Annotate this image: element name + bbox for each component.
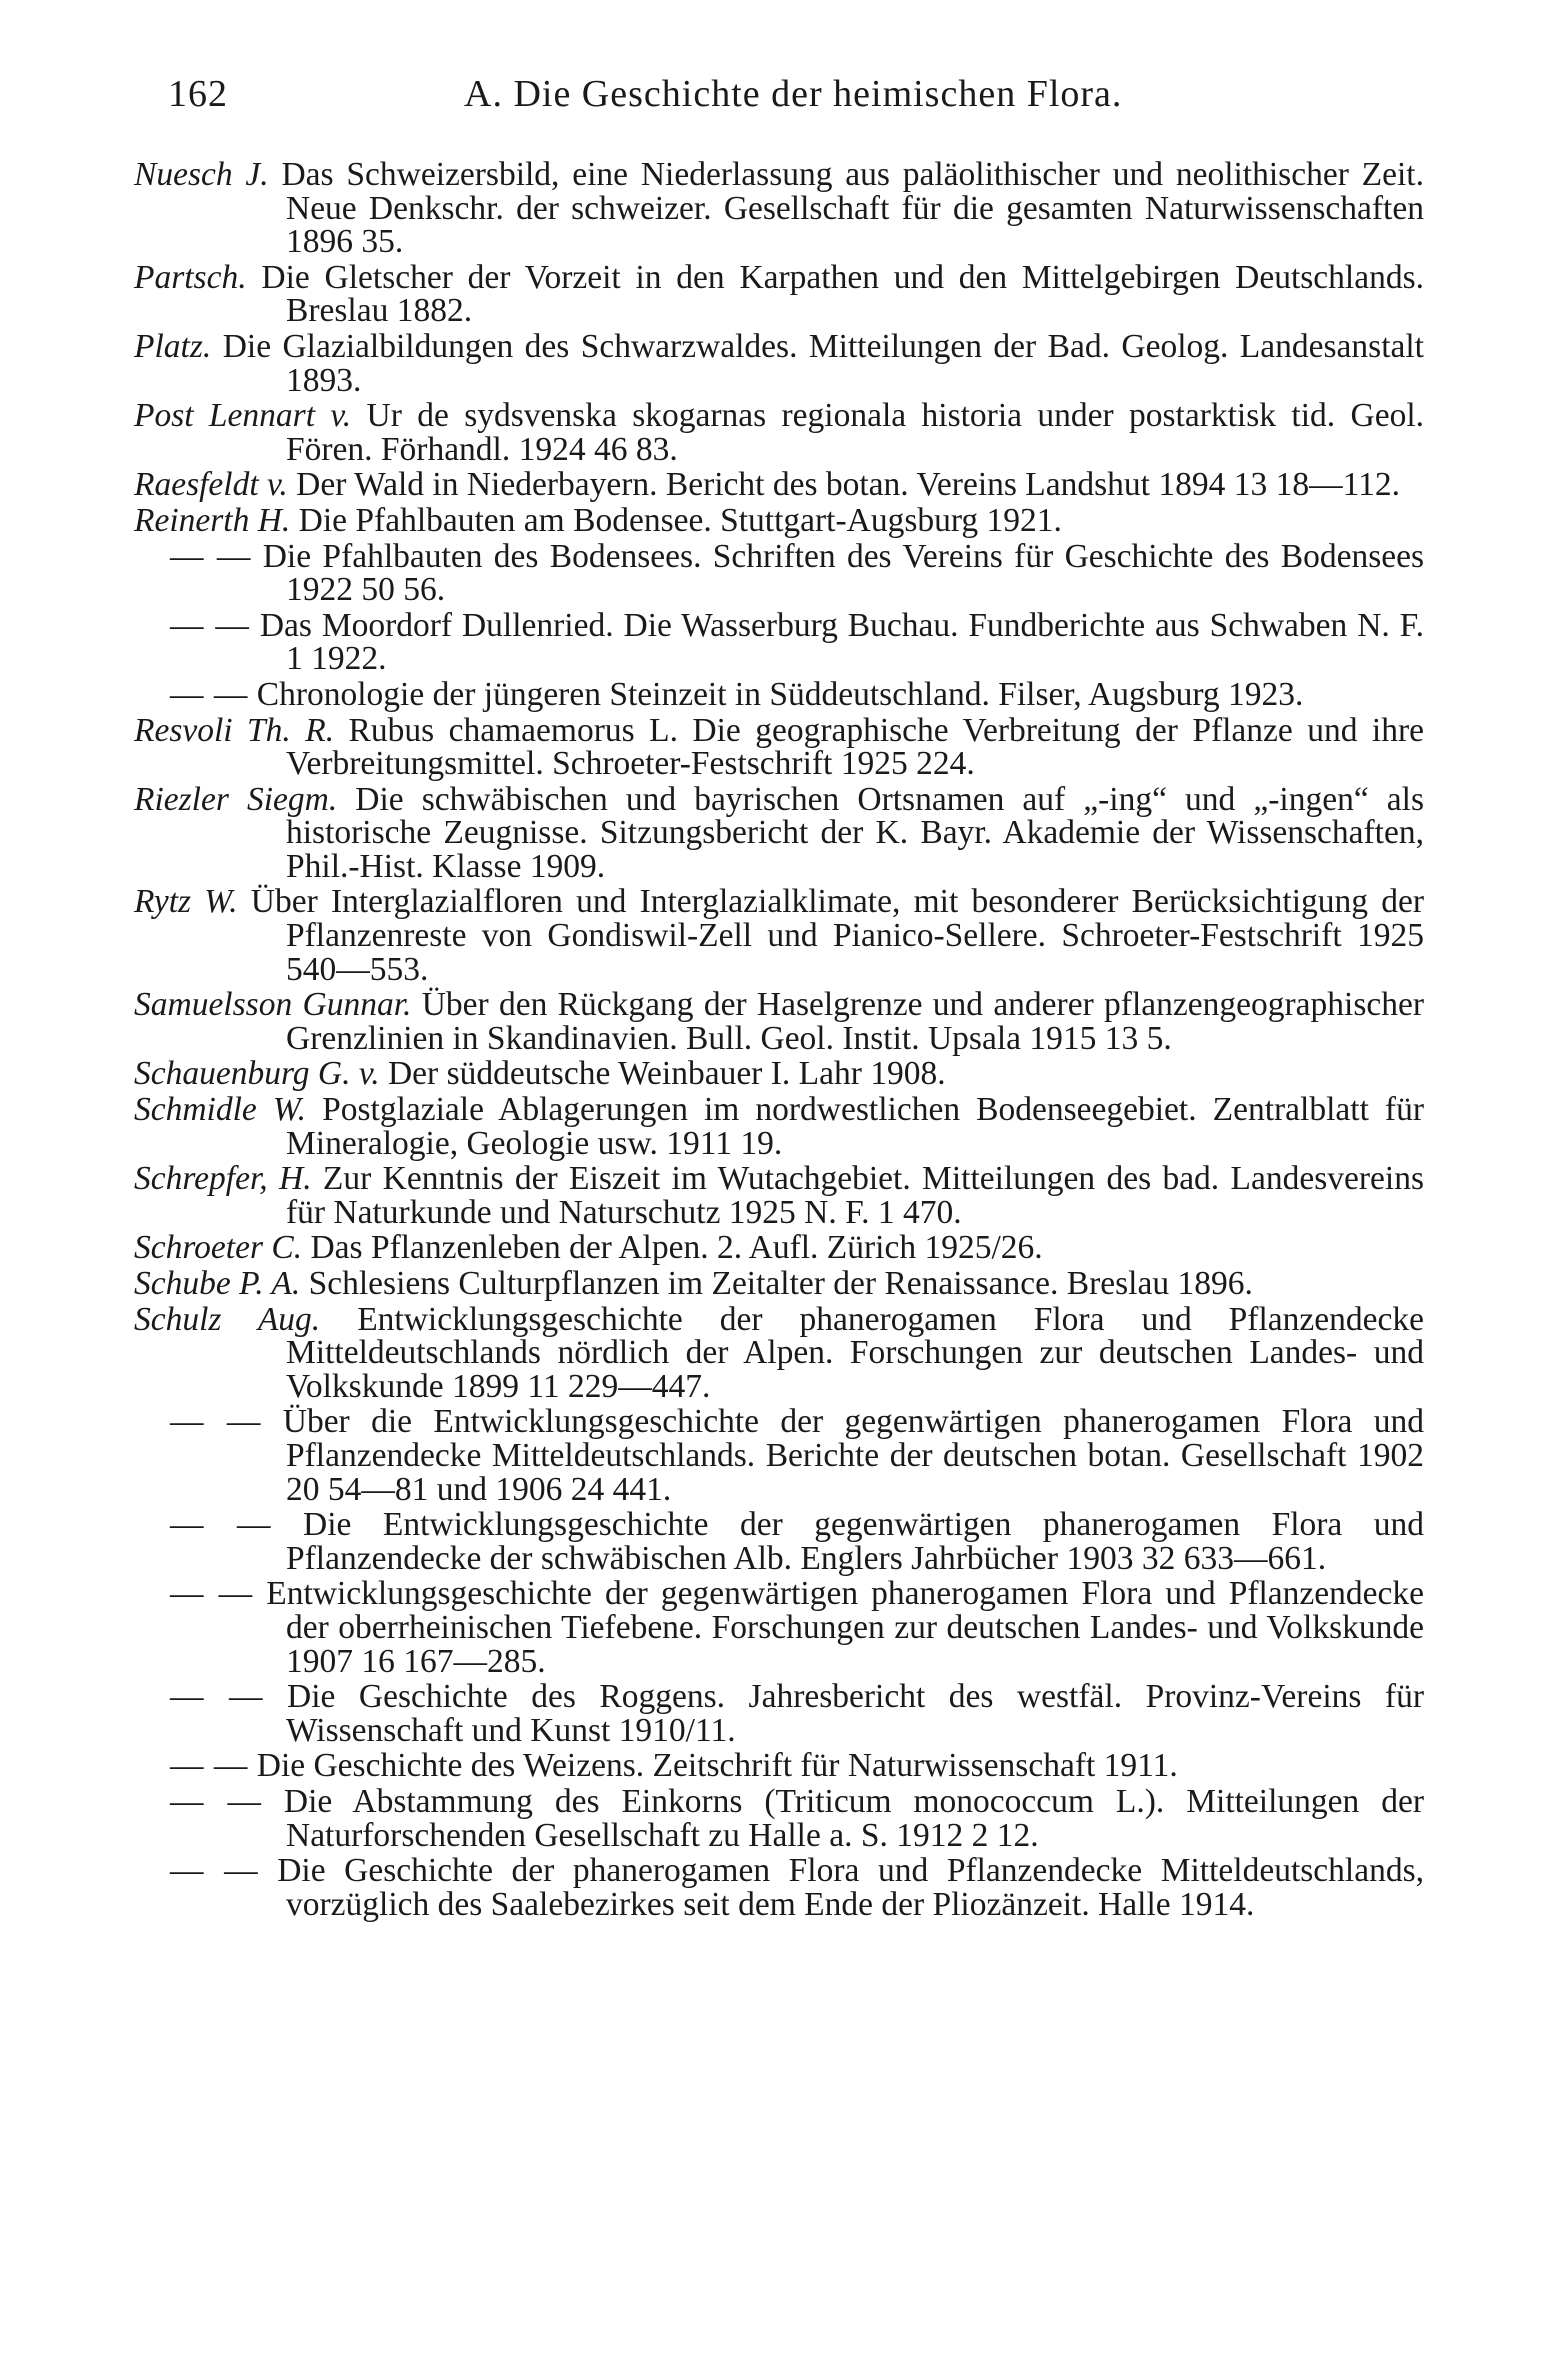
bibliography-entry [134,885,1424,986]
entry-text: Die Entwicklungsgeschichte der gegenwärtigen phanerogamen Flora und Pflanzendecke der schwäbischen Alb. Englers Jahrbücher 1903 32 633—661. [286,1506,1425,1577]
bibliography-entry [134,1577,1424,1678]
bibliography-entry [134,1680,1424,1747]
entry-author: Raesfeldt v. [134,466,288,504]
page-header [168,72,1468,122]
bibliography-entry [134,468,1424,502]
bibliography-entry [134,1405,1424,1506]
bibliography-entry [134,1749,1424,1783]
page-number: 162 [168,73,228,115]
entry-author: Samuelsson Gunnar. [134,986,412,1024]
entry-text: Die Abstammung des Einkorns (Triticum monococcum L.). Mitteilungen der Naturforschenden Gesellschaft zu Halle a. S. 1912 2 12. [283,1782,1425,1854]
bibliography-entry [134,1231,1424,1265]
entry-text: Die Geschichte des Roggens. Jahresbericht des westfäl. Provinz-Vereins für Wissenschaft und Kunst 1910/11. [286,1678,1424,1749]
bibliography-entry [134,606,1424,678]
entry-text: Schlesiens Culturpflanzen im Zeitalter der Renaissance. Breslau 1896. [308,1265,1253,1302]
repeat-author-dash: — — [170,1747,249,1785]
bibliography-entry [134,1267,1424,1301]
bibliography-entry [134,1782,1425,1854]
entry-author: Riezler Siegm. [134,780,338,818]
entry-text: Die Geschichte der phanerogamen Flora und Pflanzendecke Mitteldeutschlands, vorzüglich des Saalebezirkes seit dem Ende der Pliozänzeit. Halle 1914. [277,1852,1425,1923]
entry-text: Die Pfahlbauten des Bodensees. Schriften des Vereins für Geschichte des Bodensees 1922 50 56. [262,537,1425,609]
bibliography-entry [134,258,1425,330]
entry-author: Schrepfer, H. [134,1160,312,1198]
entry-text: Die Geschichte des Weizens. Zeitschrift für Naturwissenschaft 1911. [256,1747,1178,1785]
repeat-author-dash: — — [170,537,252,575]
entry-text: Chronologie der jüngeren Steinzeit in Süddeutschland. Filser, Augsburg 1923. [256,675,1304,713]
entry-author: Schulz Aug. [134,1300,321,1338]
bibliography-entry [134,501,1424,539]
entry-author: Schroeter C. [134,1229,303,1267]
bibliography-entry [134,399,1424,466]
bibliography-entry [134,1854,1424,1921]
entry-author: Post Lennart v. [134,397,352,435]
repeat-author-dash: — — [170,1782,262,1820]
bibliography-list [134,158,1424,1923]
entry-text: Die Glazialbildungen des Schwarzwaldes. Mitteilungen der Bad. Geolog. Landesanstalt 1893. [222,327,1424,399]
bibliography-entry [134,158,1424,259]
entry-text: Über Interglazialfloren und Interglazialklimate, mit besonderer Berücksichtigung der Pflanzenreste von Gondiswil-Zell und Pianico-Sellere. Schroeter-Festschrift 1925 540—553. [250,883,1425,988]
entry-text: Der Wald in Niederbayern. Bericht des botan. Vereins Landshut 1894 13 18—112. [296,466,1400,504]
entry-text: Der süddeutsche Weinbauer I. Lahr 1908. [387,1055,946,1093]
bibliography-entry [134,1300,1424,1405]
bibliography-entry [134,988,1424,1055]
entry-text: Ur de sydsvenska skogarnas regionala historia under postarktisk tid. Geol. Fören. Förhandl. 1924 46 83. [286,397,1424,468]
entry-author: Schauenburg G. v. [134,1055,380,1093]
entry-text: Über den Rückgang der Haselgrenze und anderer pflanzengeographischer Grenzlinien in Skandinavien. Bull. Geol. Instit. Upsala 1915 13 5. [286,986,1424,1057]
repeat-author-dash: — — [170,1403,262,1441]
entry-text: Rubus chamaemorus L. Die geographische Verbreitung der Pflanze und ihre Verbreitungsmittel. Schroeter-Festschrift 1925 224. [286,711,1424,783]
entry-author: Resvoli Th. R. [134,711,335,749]
entry-text: Postglaziale Ablagerungen im nordwestlichen Bodenseegebiet. Zentralblatt für Mineralogie, Geologie usw. 1911 19. [286,1091,1424,1162]
entry-author: Schube P. A. [134,1265,301,1302]
bibliography-entry [134,1162,1424,1229]
repeat-author-dash: — — [170,606,250,644]
running-title: A. Die Geschichte der heimischen Flora. [464,73,1123,115]
repeat-author-dash: — — [170,1852,259,1890]
bibliography-entry [134,675,1424,713]
entry-text: Das Pflanzenleben der Alpen. 2. Aufl. Zürich 1925/26. [310,1229,1043,1267]
entry-author: Rytz W. [134,883,238,921]
entry-text: Über die Entwicklungsgeschichte der gegenwärtigen phanerogamen Flora und Pflanzendecke Mitteldeutschlands. Berichte der deutschen botan. Gesellschaft 1902 20 54—81 und 1906 24 441. [282,1403,1424,1508]
entry-text: Das Moordorf Dullenried. Die Wasserburg Buchau. Fundberichte aus Schwaben N. F. 1 1922. [259,606,1424,678]
entry-text: Entwicklungsgeschichte der gegenwärtigen phanerogamen Flora und Pflanzendecke der oberrheinischen Tiefebene. Forschungen zur deutschen Landes- und Volkskunde 1907 16 167—285. [266,1575,1424,1680]
repeat-author-dash: — — [170,1678,264,1716]
entry-author: Schmidle W. [134,1091,307,1129]
bibliography-entry [134,537,1425,609]
entry-text: Zur Kenntnis der Eiszeit im Wutachgebiet. Mitteilungen des bad. Landesvereins für Naturkunde und Naturschutz 1925 N. F. 1 470. [286,1160,1425,1231]
entry-text: Die schwäbischen und bayrischen Ortsnamen auf „-ing“ und „-ingen“ als historische Zeugnisse. Sitzungsbericht der K. Bayr. Akademie der Wissenschaften, Phil.-Hist. Klasse 1909. [286,780,1424,885]
repeat-author-dash: — — [170,675,249,713]
entry-author: Reinerth H. [134,501,291,539]
bibliography-entry [134,1057,1424,1091]
bibliography-entry [134,711,1424,783]
entry-author: Partsch. [134,258,247,296]
entry-text: Entwicklungsgeschichte der phanerogamen Flora und Pflanzendecke Mitteldeutschlands nördlich der Alpen. Forschungen zur deutschen Landes- und Volkskunde 1899 11 229—447. [286,1300,1424,1405]
entry-text: Die Pfahlbauten am Bodensee. Stuttgart-Augsburg 1921. [298,501,1062,539]
bibliography-entry [134,1093,1424,1160]
repeat-author-dash: — — [170,1506,272,1544]
entry-author: Platz. [134,327,212,365]
bibliography-entry [134,1508,1424,1575]
entry-author: Nuesch J. [134,156,269,193]
bibliography-entry [134,780,1424,885]
repeat-author-dash: — — [170,1575,254,1613]
entry-text: Das Schweizersbild, eine Niederlassung aus paläolithischer und neolithischer Zeit. Neue Denkschr. der schweizer. Gesellschaft für die gesamten Naturwissenschaften 1896 35. [281,156,1424,261]
bibliography-entry [134,327,1424,399]
entry-text: Die Gletscher der Vorzeit in den Karpathen und den Mittelgebirgen Deutschlands. Breslau 1882. [261,258,1425,330]
